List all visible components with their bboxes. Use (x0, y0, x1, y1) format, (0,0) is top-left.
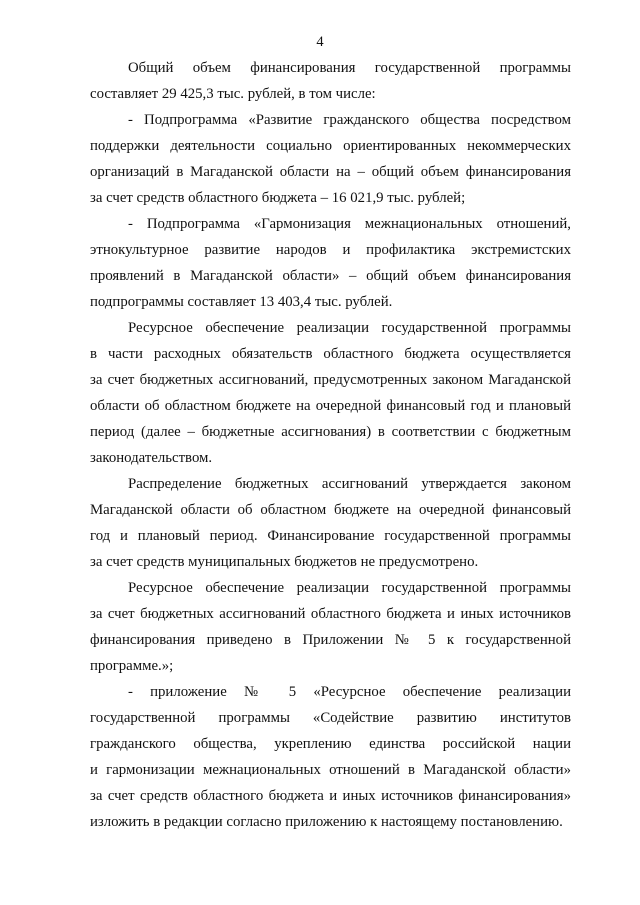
text-line: - Подпрограмма «Гармонизация межнациональных отношений, (128, 216, 571, 232)
text-line: изложить в редакции согласно приложению к настоящему постановлению. (90, 814, 563, 830)
text-line: за счет средств областного бюджета – 16 021,9 тыс. рублей; (90, 190, 466, 206)
text-line: области об областном бюджете на очередной финансовый год и плановый (90, 398, 571, 414)
text-line: гражданского общества, укреплению единства российской нации (90, 736, 571, 752)
text-line: период (далее – бюджетные ассигнования) в соответствии с бюджетным (90, 424, 571, 440)
text-line: государственной программы «Содействие развитию институтов (90, 710, 571, 726)
text-line: - приложение № 5 «Ресурсное обеспечение реализации (128, 684, 571, 700)
text-line: - Подпрограмма «Развитие гражданского общества посредством (128, 112, 571, 128)
text-line: за счет бюджетных ассигнований, предусмотренных законом Магаданской (90, 372, 571, 388)
text-line: поддержки деятельности социально ориентированных некоммерческих (90, 138, 571, 154)
text-line: финансирования приведено в Приложении № 5 к государственной (90, 632, 571, 648)
text-line: программе.»; (90, 658, 174, 674)
text-line: и гармонизации межнациональных отношений в Магаданской области» (90, 762, 571, 778)
text-line: Ресурсное обеспечение реализации государственной программы (128, 320, 571, 336)
text-line: проявлений в Магаданской области» – общий объем финансирования (90, 268, 571, 284)
text-line: Распределение бюджетных ассигнований утверждается законом (128, 476, 571, 492)
text-line: Ресурсное обеспечение реализации государственной программы (128, 580, 571, 596)
text-line: Общий объем финансирования государственной программы (128, 60, 571, 76)
text-line: этнокультурное развитие народов и профилактика экстремистских (90, 242, 571, 258)
text-line: законодательством. (90, 450, 213, 466)
page-number: 4 (316, 34, 324, 50)
text-line: в части расходных обязательств областного бюджета осуществляется (90, 346, 571, 362)
text-line: за счет средств муниципальных бюджетов не предусмотрено. (90, 554, 479, 570)
text-line: за счет средств областного бюджета и иных источников финансирования» (90, 788, 571, 804)
text-line: за счет бюджетных ассигнований областного бюджета и иных источников (90, 606, 571, 622)
text-line: подпрограммы составляет 13 403,4 тыс. рублей. (90, 294, 393, 310)
text-line: составляет 29 425,3 тыс. рублей, в том числе: (90, 86, 376, 102)
text-line: Магаданской области об областном бюджете на очередной финансовый (90, 502, 571, 518)
text-line: год и плановый период. Финансирование государственной программы (90, 528, 571, 544)
text-line: организаций в Магаданской области на – общий объем финансирования (90, 164, 571, 180)
